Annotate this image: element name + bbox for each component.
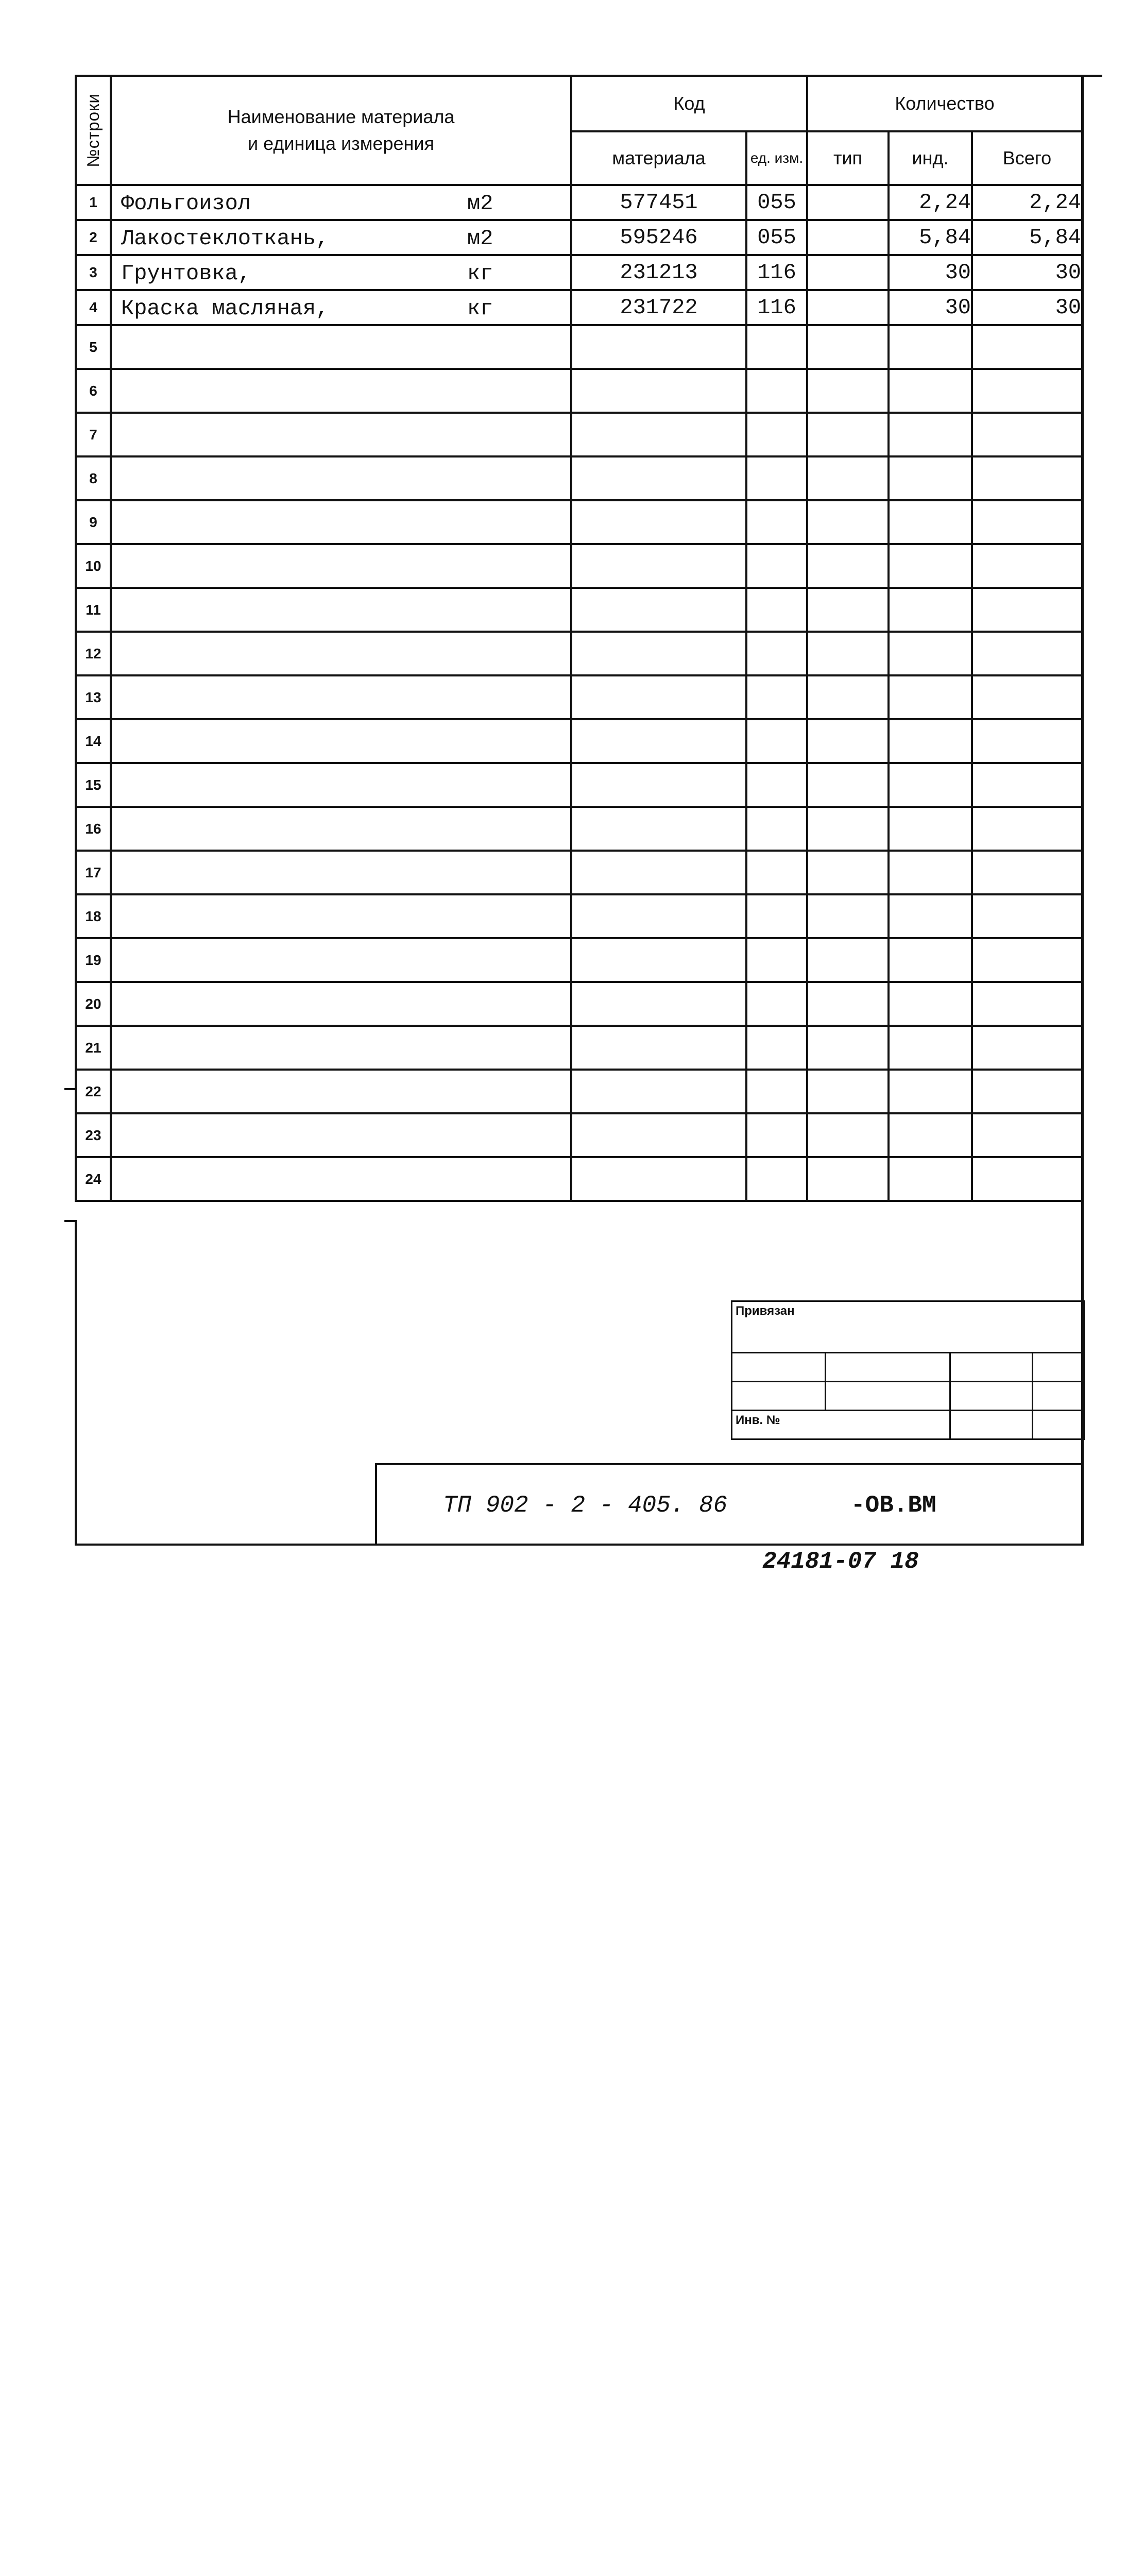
material-name: Грунтовка, (121, 261, 251, 286)
row-number: 17 (76, 851, 111, 894)
unit-code (746, 1070, 807, 1113)
qty-total (972, 1070, 1082, 1113)
row-number: 5 (76, 325, 111, 369)
inventory-number: 24181-07 18 (762, 1548, 919, 1575)
unit-code: 055 (746, 185, 807, 220)
material-name: Краска масляная, (121, 296, 329, 321)
qty-ind (889, 588, 972, 632)
qty-type (807, 938, 889, 982)
material-name-cell (111, 1070, 571, 1113)
material-name-cell (111, 500, 571, 544)
row-number: 2 (76, 220, 111, 255)
unit-code: 116 (746, 255, 807, 290)
qty-total (972, 1113, 1082, 1157)
row-number: 18 (76, 894, 111, 938)
qty-type (807, 982, 889, 1026)
material-name-cell (111, 763, 571, 807)
qty-ind (889, 675, 972, 719)
table-row (76, 938, 1082, 982)
material-code (571, 1070, 746, 1113)
qty-type (807, 185, 889, 220)
material-name-cell (111, 1113, 571, 1157)
header-material-code: материала (571, 131, 746, 185)
row-number: 13 (76, 675, 111, 719)
header-qty-total: Всего (972, 131, 1082, 185)
qty-total (972, 544, 1082, 588)
material-code: 577451 (571, 185, 746, 220)
qty-ind (889, 1157, 972, 1201)
material-code (571, 807, 746, 851)
qty-ind (889, 1113, 972, 1157)
table-row (76, 456, 1082, 500)
qty-total (972, 851, 1082, 894)
qty-ind (889, 456, 972, 500)
qty-ind: 30 (889, 255, 972, 290)
material-code (571, 632, 746, 675)
document-code: ТП 902 - 2 - 405. 86 (443, 1492, 728, 1519)
unit-code: 116 (746, 290, 807, 325)
qty-ind (889, 369, 972, 413)
qty-total (972, 588, 1082, 632)
header-quantity: Количество (807, 76, 1082, 131)
qty-ind (889, 982, 972, 1026)
unit-code (746, 413, 807, 456)
qty-type (807, 675, 889, 719)
qty-ind (889, 851, 972, 894)
table-row (76, 763, 1082, 807)
header-unit-code: ед. изм. (746, 131, 807, 185)
table-row (76, 982, 1082, 1026)
unit-code (746, 369, 807, 413)
material-code (571, 544, 746, 588)
qty-ind: 5,84 (889, 220, 972, 255)
table-row (76, 894, 1082, 938)
unit-code (746, 938, 807, 982)
qty-ind (889, 894, 972, 938)
qty-total (972, 982, 1082, 1026)
row-number: 6 (76, 369, 111, 413)
unit-code (746, 456, 807, 500)
material-name-cell (111, 369, 571, 413)
row-number: 8 (76, 456, 111, 500)
qty-type (807, 1157, 889, 1201)
header-material-name: Наименование материала и единица измерения (111, 76, 571, 185)
material-name-cell (111, 894, 571, 938)
qty-type (807, 369, 889, 413)
unit-code (746, 588, 807, 632)
material-code (571, 413, 746, 456)
qty-ind (889, 325, 972, 369)
qty-type (807, 544, 889, 588)
row-number: 20 (76, 982, 111, 1026)
qty-type (807, 1026, 889, 1070)
qty-type (807, 456, 889, 500)
unit-code (746, 982, 807, 1026)
frame-left-line (75, 1221, 77, 1546)
header-qty-ind: инд. (889, 131, 972, 185)
qty-total (972, 763, 1082, 807)
unit-code (746, 544, 807, 588)
qty-type (807, 719, 889, 763)
qty-type (807, 588, 889, 632)
row-number: 3 (76, 255, 111, 290)
table-row (76, 1026, 1082, 1070)
row-number: 11 (76, 588, 111, 632)
unit-code (746, 675, 807, 719)
header-code: Код (571, 76, 807, 131)
inv-no-label: Инв. № (732, 1411, 950, 1439)
table-row (76, 413, 1082, 456)
material-code (571, 1157, 746, 1201)
document-suffix: -ОВ.ВМ (851, 1492, 936, 1519)
material-name-cell (111, 588, 571, 632)
material-name-cell (111, 675, 571, 719)
row-number: 23 (76, 1113, 111, 1157)
material-code (571, 894, 746, 938)
table-row (76, 588, 1082, 632)
qty-total (972, 413, 1082, 456)
material-name-cell (111, 1026, 571, 1070)
qty-total (972, 456, 1082, 500)
material-unit: кг (467, 296, 493, 321)
material-code (571, 500, 746, 544)
table-row (76, 719, 1082, 763)
row-number: 12 (76, 632, 111, 675)
material-code: 231722 (571, 290, 746, 325)
table-row (76, 851, 1082, 894)
qty-total (972, 1026, 1082, 1070)
material-name-cell (111, 938, 571, 982)
qty-total: 30 (972, 290, 1082, 325)
row-number: 9 (76, 500, 111, 544)
material-name: Лакостеклоткань, (121, 226, 329, 251)
row-number: 19 (76, 938, 111, 982)
qty-ind (889, 413, 972, 456)
table-row (76, 544, 1082, 588)
unit-code: 055 (746, 220, 807, 255)
unit-code (746, 325, 807, 369)
material-name-cell (111, 1157, 571, 1201)
material-code (571, 1113, 746, 1157)
row-number: 10 (76, 544, 111, 588)
qty-total (972, 675, 1082, 719)
qty-ind (889, 719, 972, 763)
unit-code (746, 763, 807, 807)
material-name-cell (111, 456, 571, 500)
qty-type (807, 255, 889, 290)
material-code (571, 938, 746, 982)
material-code (571, 369, 746, 413)
qty-total (972, 894, 1082, 938)
qty-type (807, 851, 889, 894)
material-code (571, 325, 746, 369)
material-code (571, 1026, 746, 1070)
unit-code (746, 894, 807, 938)
material-code (571, 763, 746, 807)
qty-ind: 2,24 (889, 185, 972, 220)
qty-total (972, 938, 1082, 982)
qty-ind (889, 1026, 972, 1070)
material-code (571, 719, 746, 763)
table-row (76, 255, 1082, 290)
table-row (76, 290, 1082, 325)
unit-code (746, 851, 807, 894)
table-row (76, 500, 1082, 544)
qty-total: 5,84 (972, 220, 1082, 255)
table-row (76, 325, 1082, 369)
material-name-cell (111, 807, 571, 851)
qty-type (807, 290, 889, 325)
material-name-cell (111, 851, 571, 894)
unit-code (746, 1157, 807, 1201)
material-code: 231213 (571, 255, 746, 290)
table-row (76, 185, 1082, 220)
row-number: 14 (76, 719, 111, 763)
table-row (76, 1157, 1082, 1201)
row-number: 4 (76, 290, 111, 325)
qty-ind (889, 938, 972, 982)
qty-type (807, 807, 889, 851)
material-name-cell (111, 255, 571, 290)
qty-ind (889, 763, 972, 807)
qty-type (807, 500, 889, 544)
material-name-cell (111, 982, 571, 1026)
unit-code (746, 632, 807, 675)
qty-total (972, 807, 1082, 851)
document-designation-box (375, 1463, 1083, 1546)
header-row-number: №строки (76, 76, 111, 185)
unit-code (746, 1026, 807, 1070)
material-name-cell (111, 325, 571, 369)
materials-table (75, 75, 1083, 1202)
row-number: 21 (76, 1026, 111, 1070)
material-name-cell (111, 413, 571, 456)
qty-ind (889, 632, 972, 675)
table-row (76, 1070, 1082, 1113)
qty-total (972, 325, 1082, 369)
qty-type (807, 220, 889, 255)
qty-ind (889, 544, 972, 588)
header-qty-type: тип (807, 131, 889, 185)
qty-type (807, 413, 889, 456)
qty-total (972, 500, 1082, 544)
qty-type (807, 763, 889, 807)
qty-ind (889, 1070, 972, 1113)
table-row (76, 1113, 1082, 1157)
material-code (571, 588, 746, 632)
material-unit: м2 (467, 226, 493, 251)
qty-type (807, 632, 889, 675)
material-code: 595246 (571, 220, 746, 255)
material-code (571, 851, 746, 894)
qty-type (807, 1070, 889, 1113)
margin-tick (64, 1220, 77, 1222)
unit-code (746, 500, 807, 544)
table-row (76, 369, 1082, 413)
qty-ind: 30 (889, 290, 972, 325)
material-name-cell (111, 185, 571, 220)
material-unit: м2 (467, 191, 493, 216)
bound-label: Привязан (732, 1301, 1084, 1353)
material-code (571, 982, 746, 1026)
material-unit: кг (467, 261, 493, 286)
title-block-grid (731, 1300, 1085, 1440)
material-code (571, 456, 746, 500)
row-number: 7 (76, 413, 111, 456)
qty-type (807, 325, 889, 369)
qty-ind (889, 807, 972, 851)
material-name: Фольгоизол (121, 191, 251, 216)
qty-total (972, 1157, 1082, 1201)
row-number: 24 (76, 1157, 111, 1201)
material-name-cell (111, 220, 571, 255)
row-number: 16 (76, 807, 111, 851)
table-row (76, 632, 1082, 675)
unit-code (746, 1113, 807, 1157)
qty-total (972, 632, 1082, 675)
table-row (76, 807, 1082, 851)
table-row (76, 675, 1082, 719)
qty-total: 30 (972, 255, 1082, 290)
unit-code (746, 719, 807, 763)
unit-code (746, 807, 807, 851)
row-number: 1 (76, 185, 111, 220)
material-name-cell (111, 544, 571, 588)
material-name-cell (111, 632, 571, 675)
material-code (571, 675, 746, 719)
qty-type (807, 894, 889, 938)
qty-total (972, 369, 1082, 413)
row-number: 15 (76, 763, 111, 807)
qty-type (807, 1113, 889, 1157)
qty-total (972, 719, 1082, 763)
material-name-cell (111, 290, 571, 325)
qty-ind (889, 500, 972, 544)
row-number: 22 (76, 1070, 111, 1113)
qty-total: 2,24 (972, 185, 1082, 220)
material-name-cell (111, 719, 571, 763)
table-row (76, 220, 1082, 255)
